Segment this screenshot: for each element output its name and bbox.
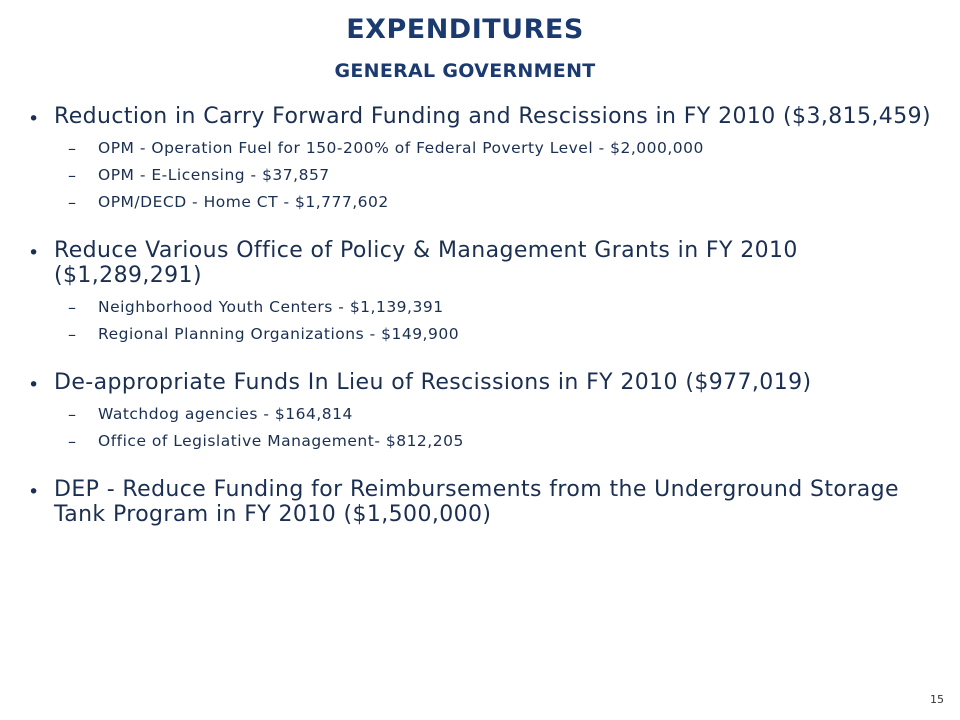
slide-subtitle: GENERAL GOVERNMENT xyxy=(334,60,596,82)
bullet-text: Reduce Various Office of Policy & Management Grants in FY 2010 ($1,289,291) xyxy=(54,238,798,288)
dash-icon: – xyxy=(68,325,76,344)
bullet-text: De-appropriate Funds In Lieu of Rescissions in FY 2010 ($977,019) xyxy=(54,370,812,395)
dash-icon: – xyxy=(68,298,76,317)
dash-icon: – xyxy=(68,166,76,185)
sub-bullet-item xyxy=(54,189,933,216)
bullet-dot-icon: • xyxy=(28,374,40,396)
sub-bullet-list xyxy=(54,135,933,216)
bullet-text: DEP - Reduce Funding for Reimbursements from the Underground Storage Tank Program in FY 2010 ($1,500,000) xyxy=(54,477,899,527)
sub-bullet-text: Regional Planning Organizations - $149,900 xyxy=(98,325,460,343)
sub-bullet-text: Watchdog agencies - $164,814 xyxy=(98,405,353,423)
bullet-item xyxy=(28,104,933,216)
bullet-item xyxy=(28,477,933,527)
sub-bullet-text: OPM - Operation Fuel for 150-200% of Federal Poverty Level - $2,000,000 xyxy=(98,139,704,157)
dash-icon: – xyxy=(68,193,76,212)
dash-icon: – xyxy=(68,139,76,158)
sub-bullet-list xyxy=(54,294,933,348)
sub-bullet-text: OPM/DECD - Home CT - $1,777,602 xyxy=(98,193,389,211)
bullet-dot-icon: • xyxy=(28,108,40,130)
sub-bullet-text: OPM - E-Licensing - $37,857 xyxy=(98,166,330,184)
bullet-dot-icon: • xyxy=(28,242,40,264)
bullet-item xyxy=(28,238,933,348)
sub-bullet-item xyxy=(54,162,933,189)
page-number: 15 xyxy=(930,693,944,706)
dash-icon: – xyxy=(68,405,76,424)
sub-bullet-text: Neighborhood Youth Centers - $1,139,391 xyxy=(98,298,444,316)
slide-title: EXPENDITURES xyxy=(346,14,584,45)
sub-bullet-item xyxy=(54,294,933,321)
bullet-list xyxy=(28,104,933,549)
sub-bullet-list xyxy=(54,401,933,455)
sub-bullet-item xyxy=(54,428,933,455)
bullet-item xyxy=(28,370,933,455)
sub-bullet-item xyxy=(54,401,933,428)
sub-bullet-item xyxy=(54,321,933,348)
dash-icon: – xyxy=(68,432,76,451)
bullet-dot-icon: • xyxy=(28,481,40,503)
sub-bullet-text: Office of Legislative Management- $812,205 xyxy=(98,432,464,450)
sub-bullet-item xyxy=(54,135,933,162)
bullet-text: Reduction in Carry Forward Funding and Rescissions in FY 2010 ($3,815,459) xyxy=(54,104,931,129)
